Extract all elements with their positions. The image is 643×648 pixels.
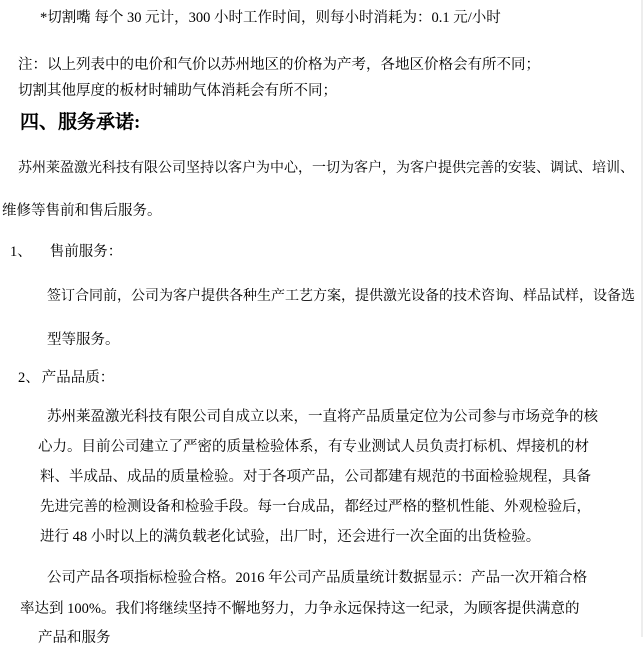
list-item-1-title: 售前服务：: [49, 244, 123, 260]
list-item-1-number: 1、: [10, 244, 32, 260]
quality-paragraph1-line-4: 先进完善的检测设备和检验手段。每一台成品，都经过严格的整机性能、外观检验后，: [40, 499, 591, 515]
presale-paragraph-line-2: 型等服务。: [47, 332, 120, 348]
price-note-line-2: 切割其他厚度的板材时辅助气体消耗会有所不同；: [18, 83, 337, 99]
list-item-2-title: 产品品质：: [41, 370, 115, 386]
quality-paragraph1-line-2: 心力。目前公司建立了严密的质量检验体系，有专业测试人员负责打标机、焊接机的材: [38, 439, 589, 455]
quality-paragraph2-line-1: 公司产品各项指标检验合格。2016 年公司产品质量统计数据显示：产品一次开箱合格: [47, 570, 588, 586]
cost-note-line: *切割嘴 每个 30 元计，300 小时工作时间，则每小时消耗为：0.1 元/小时: [40, 10, 501, 26]
list-item-2-product-quality: [18, 368, 114, 388]
list-item-1-presale-service: [10, 242, 122, 262]
quality-paragraph1-line-5: 进行 48 小时以上的满负载老化试验，出厂时，还会进行一次全面的出货检验。: [40, 529, 541, 545]
intro-paragraph-line-2: 维修等售前和售后服务。: [2, 203, 162, 219]
section-heading-service-commitment: 四、服务承诺:: [20, 112, 141, 133]
list-item-2-number: 2、: [18, 370, 40, 386]
quality-paragraph1-line-1: 苏州莱盈激光科技有限公司自成立以来，一直将产品质量定位为公司参与市场竞争的核: [47, 409, 598, 425]
price-note-line-1: 注：以上列表中的电价和气价以苏州地区的价格为产考，各地区价格会有所不同；: [18, 57, 540, 73]
quality-paragraph2-line-2: 率达到 100%。我们将继续坚持不懈地努力，力争永远保持这一纪录，为顾客提供满意的: [20, 601, 580, 617]
presale-paragraph-line-1: 签订合同前，公司为客户提供各种生产工艺方案，提供激光设备的技术咨询、样品试样，设备选: [47, 289, 635, 304]
quality-paragraph1-line-3: 料、半成品、成品的质量检验。对于各项产品，公司都建有规范的书面检验规程，具备: [40, 469, 591, 485]
quality-paragraph2-line-3: 产品和服务: [38, 630, 111, 646]
intro-paragraph-line-1: 苏州莱盈激光科技有限公司坚持以客户为中心，一切为客户，为客户提供完善的安装、调试、培训、: [18, 161, 634, 176]
